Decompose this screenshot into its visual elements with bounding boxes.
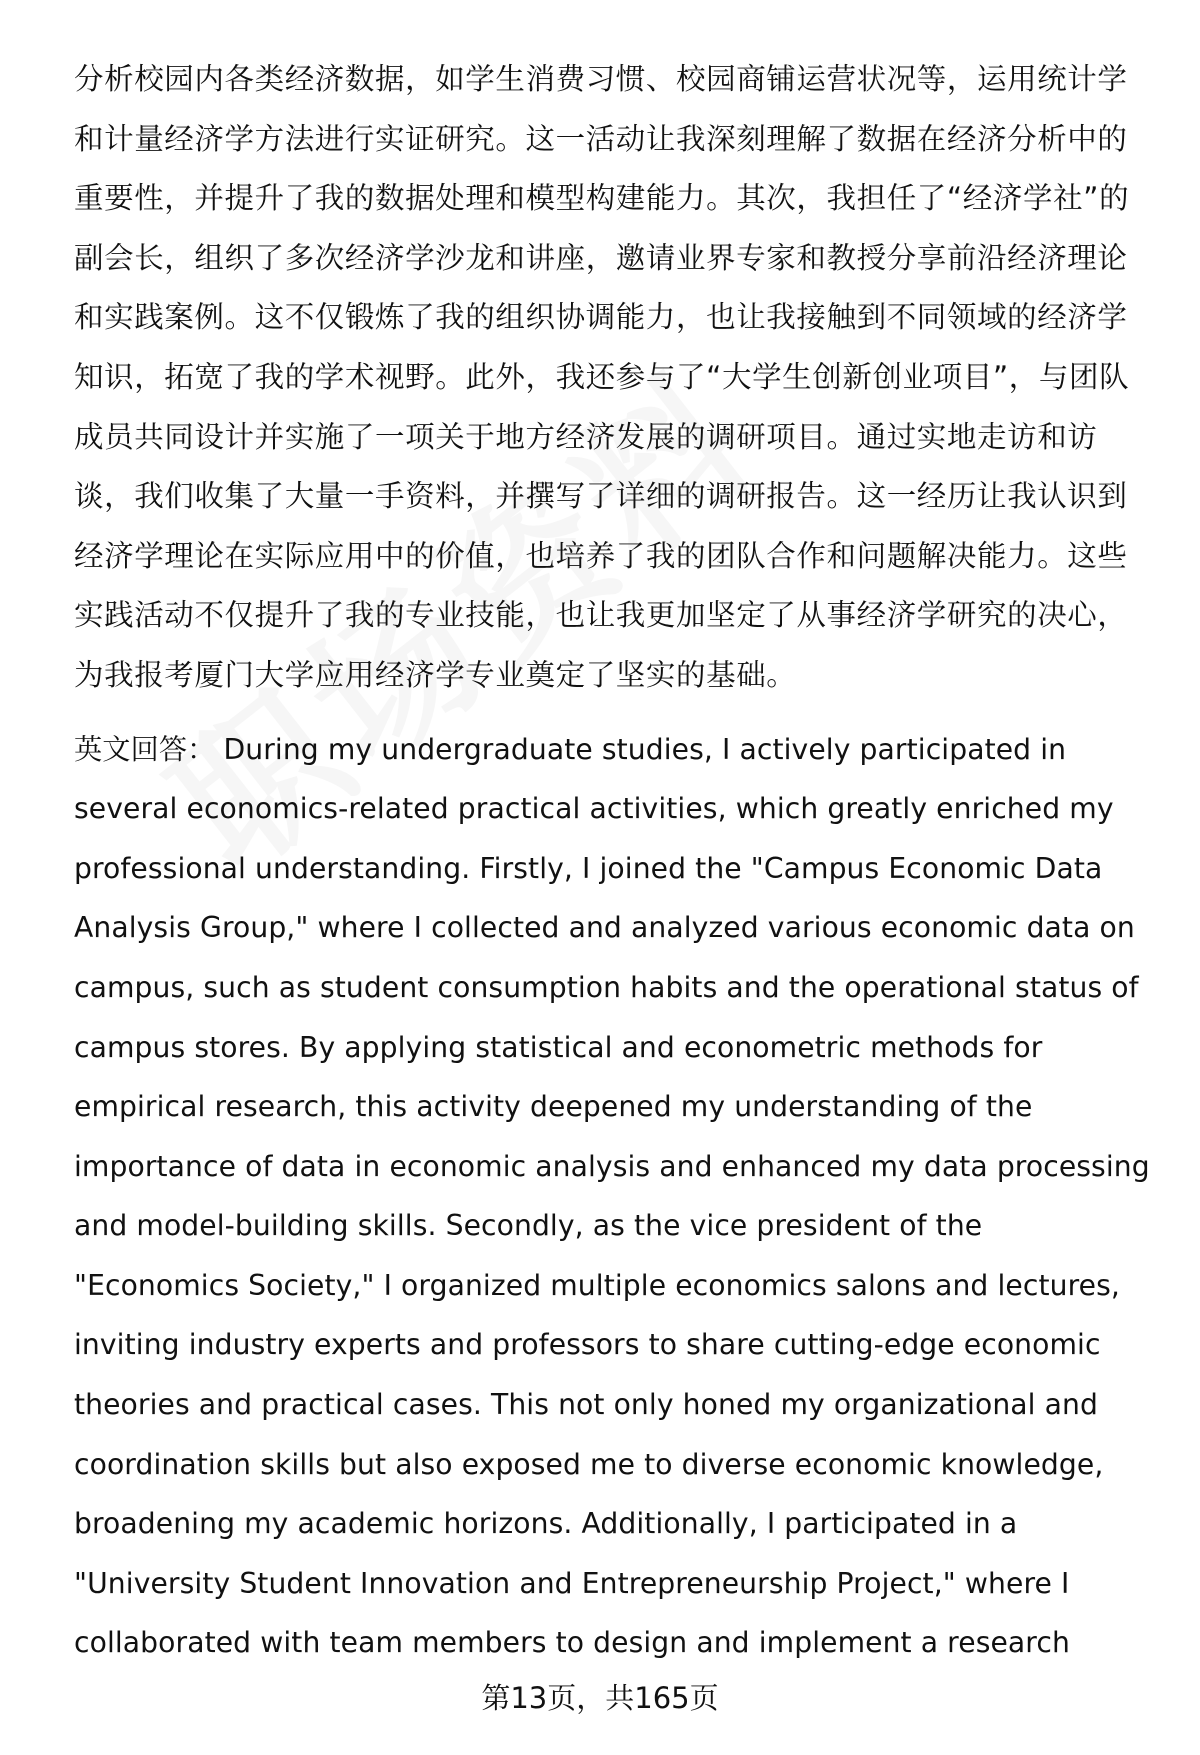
- document-body: [74, 50, 1154, 1673]
- english-answer-text: During my undergraduate studies, I actively participated in several economics-related practical activities, which greatly enriched my professional understanding. Firstly, I joined the "Campus Economic Data Analysis Group," where I collected and analyzed various economic data on campus, such as student consumption habits and the operational status of campus stores. By applying statistical and econometric methods for empirical research, this activity deepened my understanding of the importance of data in economic analysis and enhanced my data processing and model-building skills. Secondly, as the vice president of the "Economics Society," I organized multiple economics salons and lectures, inviting industry experts and professors to share cutting-edge economic theories and practical cases. This not only honed my organizational and coordination skills but also exposed me to diverse economic knowledge, broadening my academic horizons. Additionally, I participated in a "University Student Innovation and Entrepreneurship Project," where I collaborated with team members to design and implement a research: [74, 732, 1150, 1660]
- page-number: 第13页，共165页: [481, 1681, 719, 1715]
- paragraph-chinese: 分析校园内各类经济数据，如学生消费习惯、校园商铺运营状况等，运用统计学和计量经济学方法进行实证研究。这一活动让我深刻理解了数据在经济分析中的重要性，并提升了我的数据处理和模型构建能力。其次，我担任了“经济学社”的副会长，组织了多次经济学沙龙和讲座，邀请业界专家和教授分享前沿经济理论和实践案例。这不仅锻炼了我的组织协调能力，也让我接触到不同领域的经济学知识，拓宽了我的学术视野。此外，我还参与了“大学生创新创业项目”，与团队成员共同设计并实施了一项关于地方经济发展的调研项目。通过实地走访和访谈，我们收集了大量一手资料，并撰写了详细的调研报告。这一经历让我认识到经济学理论在实际应用中的价值，也培养了我的团队合作和问题解决能力。这些实践活动不仅提升了我的专业技能，也让我更加坚定了从事经济学研究的决心，为我报考厦门大学应用经济学专业奠定了坚实的基础。: [74, 62, 1130, 692]
- english-answer-label: 英文回答：: [74, 732, 216, 766]
- paragraph-english: [74, 720, 1154, 1674]
